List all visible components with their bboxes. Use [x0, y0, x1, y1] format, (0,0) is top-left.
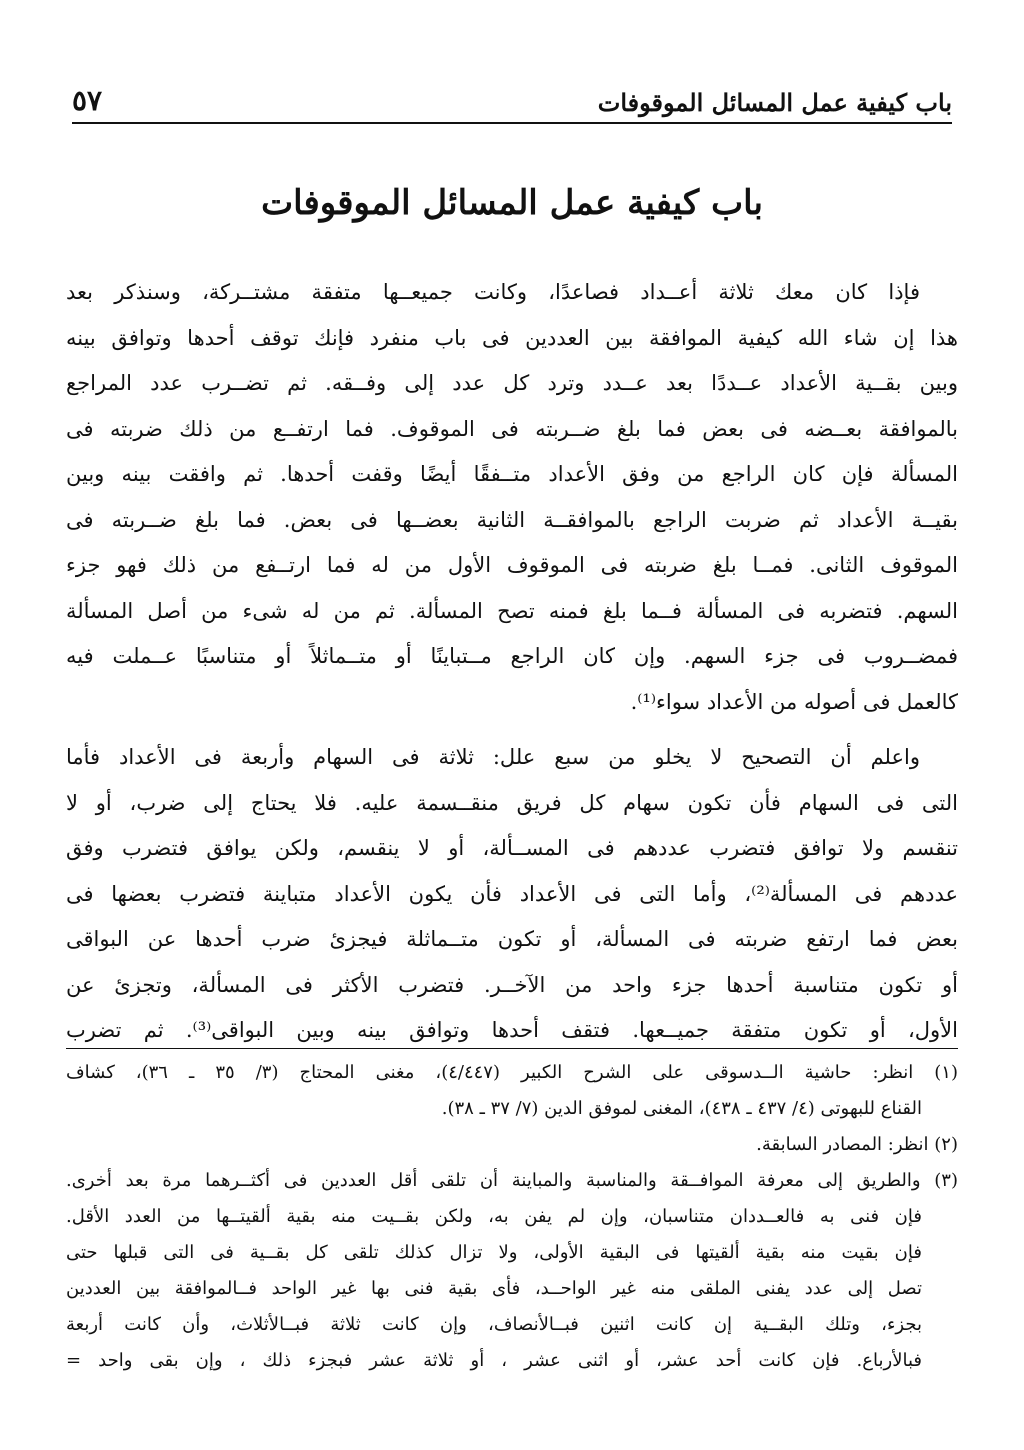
- footnote-line: بجزء، وتلك البقــية إن كانت اثنين فبــالأنصاف، وإن كانت ثلاثة فبــالأثلاث، وأن كانت أربعة: [66, 1314, 922, 1335]
- text-line: أو تكون متناسبة أحدها جزء واحد من الآخــر. فتضرب الأكثر فى المسألة، وتجزئ عن: [66, 972, 958, 997]
- text-line: المسألة فإن كان الراجع من وفق الأعداد متــفقًا أيضًا وقفت أحدها. ثم وافقت بينه وبين: [66, 462, 958, 486]
- running-header: [72, 82, 952, 124]
- text-line: عددهم فى المسألة⁽²⁾، وأما التى فى الأعداد فأن يكون الأعداد متباينة فتضرب بعضها فى: [66, 881, 958, 906]
- footnote-line: (٢) انظر: المصادر السابقة.: [756, 1134, 958, 1155]
- text-line: كالعمل فى أصوله من الأعداد سواء⁽¹⁾.: [630, 689, 958, 714]
- footnote-3: [66, 1163, 958, 1379]
- page-number: ٥٧: [72, 84, 103, 117]
- footnote-line: (٣) والطريق إلى معرفة الموافــقة والمناسبة والمباينة أن تلقى أقل العددين فى أكثــرهما مرة بعد أخرى.: [66, 1170, 958, 1191]
- footnote-line: تصل إلى عدد يفنى الملقى منه غير الواحــد، فأى بقية فنى بها غير الواحد فــالموافقة بين العددين: [66, 1278, 922, 1299]
- footnote-divider: [66, 1048, 958, 1049]
- footnote-line: فإن فنى به فالعــددان متناسبان، وإن لم يفن به، ولكن بقــيت منه بقية ألقيتــها من العدد الأقل.: [66, 1206, 922, 1227]
- text-line: بالموافقة بعــضه فى بعض فما بلغ ضــربته فى الموقوف. فما ارتفــع من ذلك ضربته فى: [66, 416, 958, 441]
- text-line: بقيــة الأعداد ثم ضربت الراجع بالموافقــة الثانية بعضــها فى بعض. فما بلغ ضــربته فى: [66, 507, 958, 532]
- text-line: الأول، أو تكون متفقة جميــعها. فتقف أحدها وتوافق بينه وبين البواقى⁽³⁾. ثم تضرب: [66, 1018, 958, 1042]
- running-title: باب كيفية عمل المسائل الموقوفات: [597, 88, 952, 117]
- text-line: السهم. فتضربه فى المسألة فــما بلغ فمنه تصح المسألة. ثم من له شىء من أصل المسألة: [66, 598, 958, 623]
- footnote-line: (١) انظر: حاشية الــدسوقى على الشرح الكبير (٤/٤٤٧)، مغنى المحتاج (٣/ ٣٥ ـ ٣٦)، كشاف: [66, 1062, 958, 1083]
- text-line: واعلم أن التصحيح لا يخلو من سبع علل: ثلاثة فى السهام وأربعة فى الأعداد فأما: [66, 745, 920, 769]
- text-line: هذا إن شاء الله كيفية الموافقة بين العددين فى باب منفرد فإنك توقف أحدها وتوافق بينه: [66, 325, 958, 350]
- text-line: فإذا كان معك ثلاثة أعــداد فصاعدًا، وكانت جميعــها متفقة مشتــركة، وسنذكر بعد: [66, 280, 920, 304]
- text-line: وبين بقــية الأعداد عــددًا بعد عــدد وترد كل عدد إلى وفــقه. ثم تضــرب عدد المراجع: [66, 371, 958, 395]
- footnote-line: فإن بقيت منه بقية ألقيتها فى البقية الأولى، ولا تزال كذلك تلقى كل بقــية فى التى قبلها حتى: [66, 1242, 922, 1263]
- paragraph: [66, 735, 958, 1054]
- footnotes: [66, 1055, 958, 1379]
- main-text: [66, 270, 958, 1054]
- footnote-2: [66, 1127, 958, 1163]
- text-line: الموقوف الثانى. فمــا بلغ ضربته فى الموقوف الأول من له فما ارتــفع من ذلك فهو جزء: [66, 553, 958, 577]
- footnote-line: فبالأرباع. فإن كانت أحد عشر، أو اثنى عشر ، أو ثلاثة عشر فبجزء ذلك ، وإن بقى واحد =: [66, 1350, 922, 1371]
- footnote-line: القناع للبهوتى (٤/ ٤٣٧ ـ ٤٣٨)، المغنى لموفق الدين (٧/ ٣٧ ـ ٣٨).: [441, 1098, 922, 1119]
- text-line: التى فى السهام فأن تكون سهام كل فريق منقــسمة عليه. فلا يحتاج إلى ضرب، أو لا: [66, 790, 958, 815]
- text-line: بعض فما ارتفع ضربته فى المسألة، أو تكون متــماثلة فيجزئ ضرب أحدها عن البواقى: [66, 927, 958, 951]
- text-line: تنقسم ولا توافق فتضرب عددهم فى المســألة، أو لا ينقسم، ولكن يوافق فتضرب وفق: [66, 836, 958, 860]
- chapter-title: باب كيفية عمل المسائل الموقوفات: [261, 183, 763, 223]
- text-line: فمضــروب فى جزء السهم. وإن كان الراجع مــتباينًا أو متــماثلاً أو متناسبًا عــملت فيه: [66, 644, 958, 668]
- paragraph: [66, 270, 958, 725]
- footnote-1: [66, 1055, 958, 1127]
